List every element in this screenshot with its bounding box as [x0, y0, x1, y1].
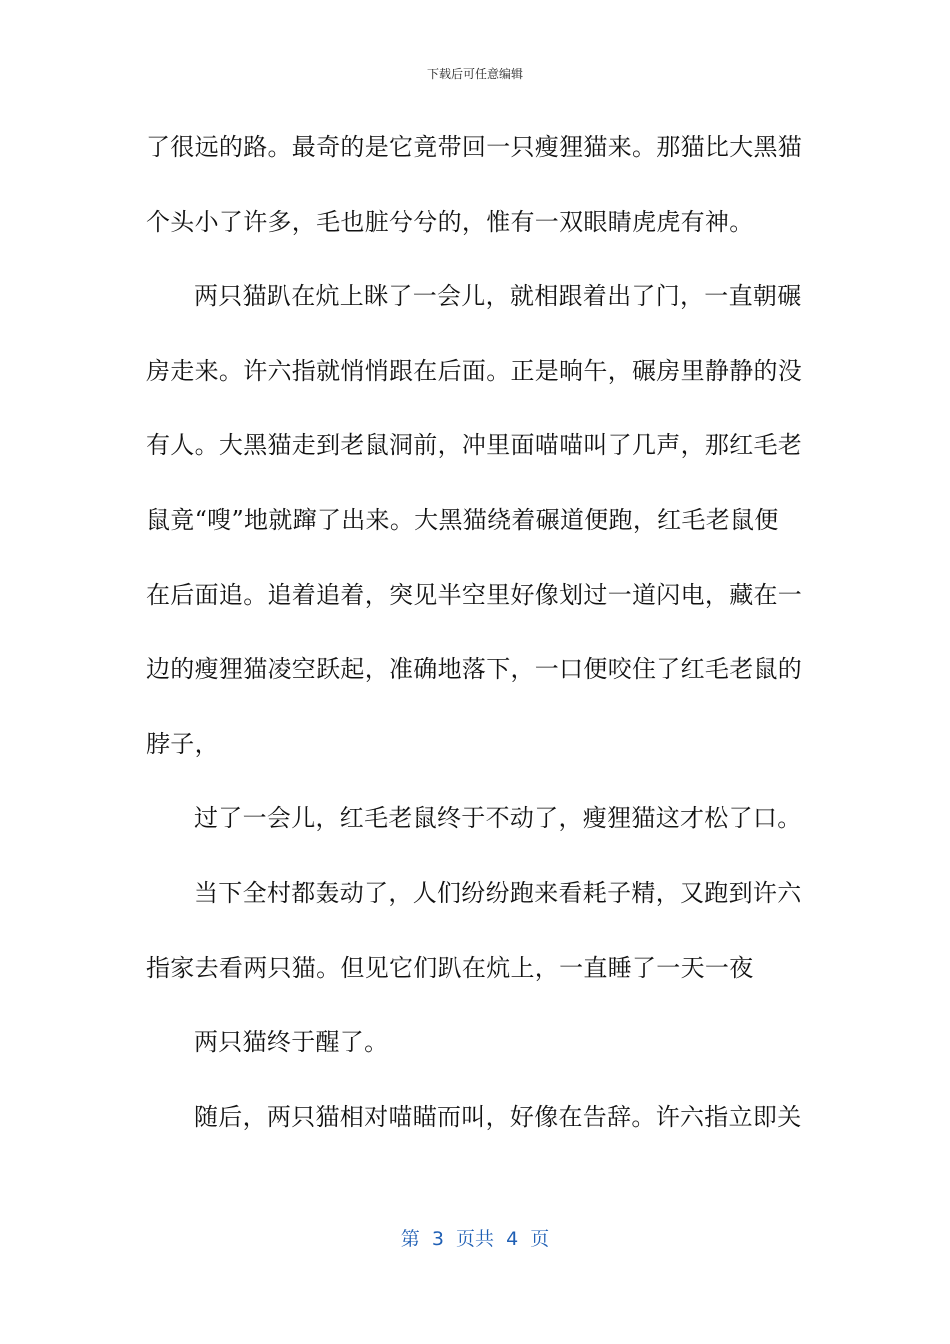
text-line: 房走来。许六指就悄悄跟在后面。正是晌午，碾房里静静的没 [146, 356, 803, 385]
text-line: 有人。大黑猫走到老鼠洞前，冲里面喵喵叫了几声，那红毛老 [146, 431, 803, 460]
text-line: 脖子， [146, 729, 219, 758]
text-line: 过了一会儿，红毛老鼠终于不动了，瘦狸猫这才松了口。 [194, 804, 802, 833]
body-text [146, 122, 806, 1166]
text-line: 鼠竟“嗖”地就蹿了出来。大黑猫绕着碾道便跑，红毛老鼠便 [146, 505, 779, 534]
header-note: 下载后可任意编辑 [426, 67, 523, 81]
text-line: 随后，两只猫相对喵瞄而叫，好像在告辞。许六指立即关 [194, 1102, 802, 1131]
text-line: 当下全村都轰动了，人们纷纷跑来看耗子精，又跑到许六 [194, 878, 802, 907]
text-line: 个头小了许多，毛也脏兮兮的，惟有一双眼睛虎虎有神。 [146, 207, 754, 236]
text-line: 指家去看两只猫。但见它们趴在炕上，一直睡了一天一夜 [146, 953, 754, 982]
text-line: 在后面追。追着追着，突见半空里好像划过一道闪电，藏在一 [146, 580, 803, 609]
page-number: 第 3 页共 4 页 [400, 1228, 550, 1250]
text-line: 两只猫趴在炕上眯了一会儿，就相跟着出了门，一直朝碾 [194, 282, 802, 311]
text-line: 两只猫终于醒了。 [194, 1028, 389, 1057]
text-line: 边的瘦狸猫凌空跃起，准确地落下，一口便咬住了红毛老鼠的 [146, 655, 803, 684]
text-line: 了很远的路。最奇的是它竟带回一只瘦狸猫来。那猫比大黑猫 [146, 133, 803, 161]
